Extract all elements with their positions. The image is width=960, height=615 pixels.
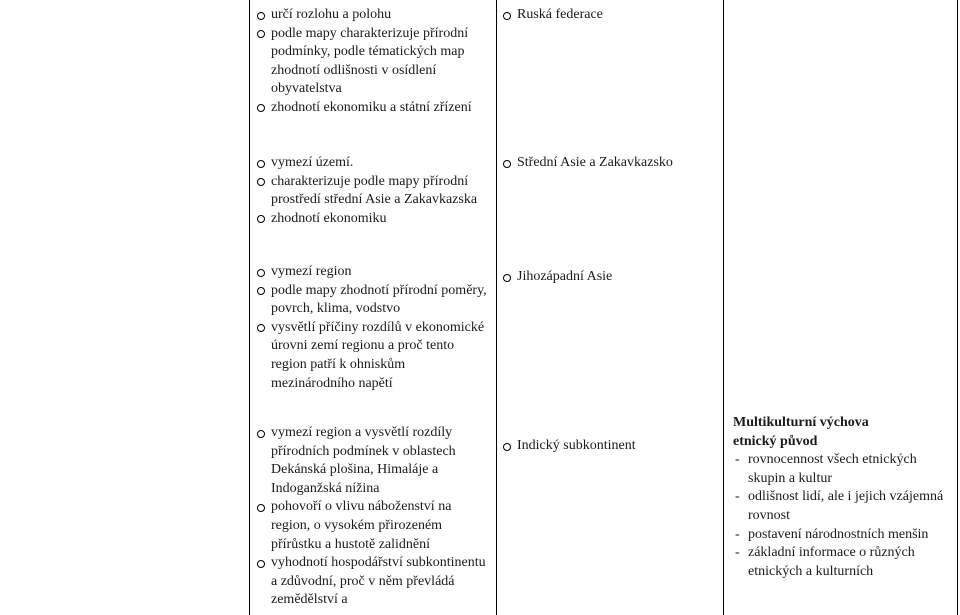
row-2-outcomes	[254, 154, 490, 228]
topic-item: Indický subkontinent	[500, 437, 718, 456]
table-border-left	[249, 0, 250, 615]
outcome-item: podle mapy zhodnotí přírodní poměry, povrch, klima, vodstvo	[254, 282, 490, 319]
outcome-item: vymezí území.	[254, 154, 490, 173]
outcome-item: podle mapy charakterizuje přírodní podmínky, podle tématických map zhodnotí odlišnosti v osídlení obyvatelstva	[254, 25, 490, 99]
cross-topic-title: Multikulturní výchova	[733, 415, 869, 430]
outcome-item: vysvětlí příčiny rozdílů v ekonomické úrovni zemí regionu a proč tento region patří k ohniskům mezinárodního napětí	[254, 319, 490, 393]
topic-item: Jihozápadní Asie	[500, 268, 718, 287]
row-1-topic	[500, 6, 718, 25]
outcome-item: pohovoří o vlivu náboženství na region, o vysokém přirozeném přírůstku a hustotě zalidnění	[254, 498, 490, 554]
cross-topic-cell	[733, 414, 953, 581]
row-3-outcomes	[254, 263, 490, 393]
cross-topic-item: - rovnocennost všech etnických skupin a kultur	[733, 451, 953, 488]
outcome-item: charakterizuje podle mapy přírodní prostředí střední Asie a Zakavkazska	[254, 173, 490, 210]
topic-item: Ruská federace	[500, 6, 718, 25]
cross-topic-item: - základní informace o různých etnických a kulturních	[733, 544, 953, 581]
cross-topic-item: - postavení národnostních menšin	[733, 526, 953, 545]
topic-item: Střední Asie a Zakavkazsko	[500, 154, 718, 173]
outcome-item: zhodnotí ekonomiku	[254, 210, 490, 229]
row-1-outcomes	[254, 6, 490, 118]
table-border-col2	[496, 0, 497, 615]
row-2-topic	[500, 154, 718, 173]
row-3-topic	[500, 268, 718, 287]
outcome-item: zhodnotí ekonomiku a státní zřízení	[254, 99, 490, 118]
table-border-right	[957, 0, 958, 615]
row-4-topic	[500, 437, 718, 456]
outcome-item: vymezí region a vysvětlí rozdíly přírodních podmínek v oblastech Dekánská plošina, Himaláje a Indoganžská nížina	[254, 424, 490, 498]
outcome-item: určí rozlohu a polohu	[254, 6, 490, 25]
row-4-outcomes	[254, 424, 490, 610]
outcome-item: vymezí region	[254, 263, 490, 282]
cross-topic-subtitle: etnický původ	[733, 433, 818, 449]
table-border-col3	[723, 0, 724, 615]
outcome-item: vyhodnotí hospodářství subkontinentu a zdůvodní, proč v něm převládá zemědělství a	[254, 554, 490, 610]
cross-topic-item: - odlišnost lidí, ale i jejich vzájemná rovnost	[733, 488, 953, 525]
